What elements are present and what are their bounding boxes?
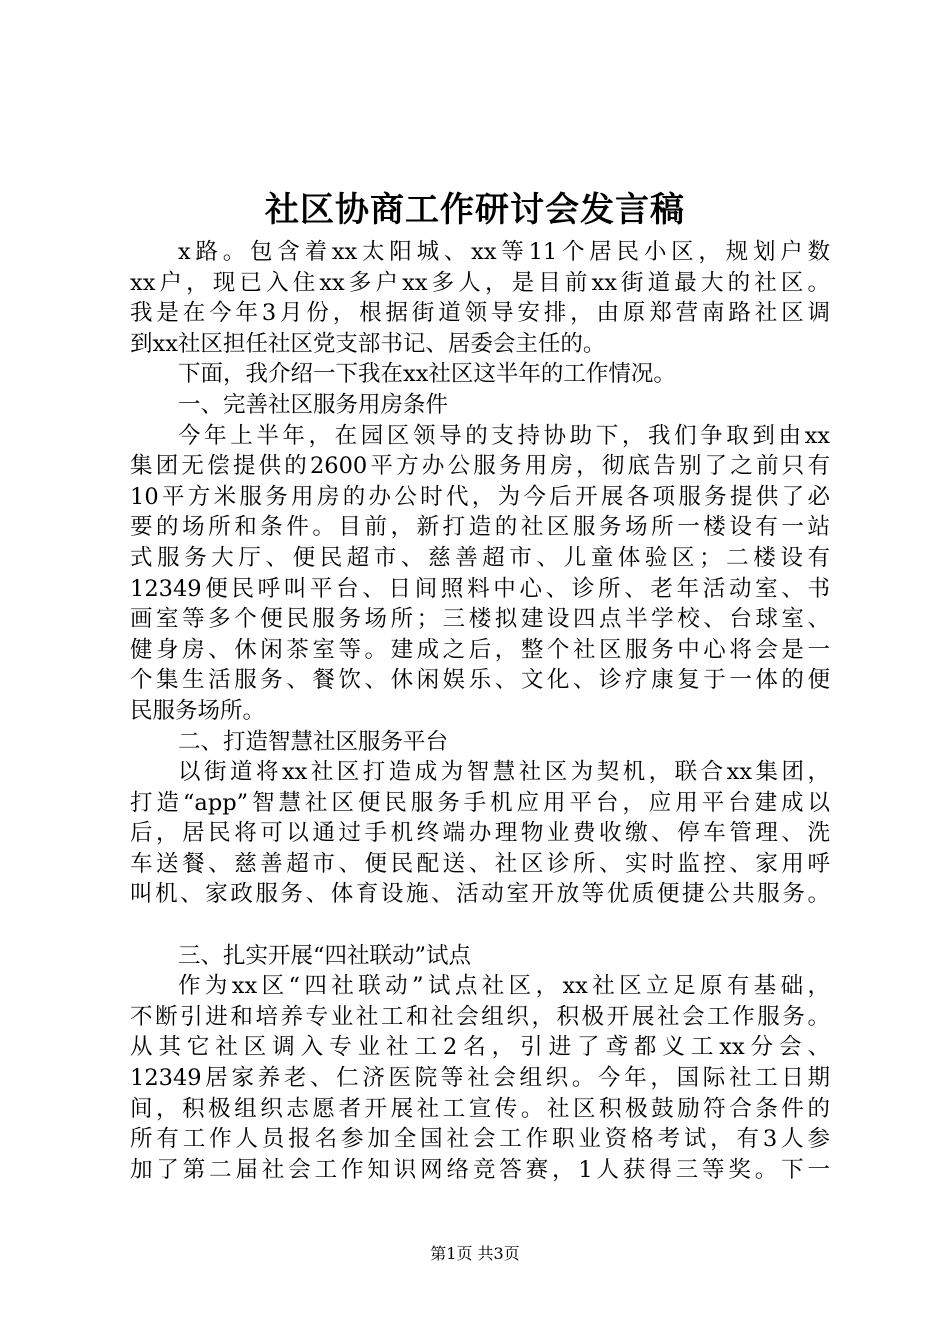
paragraph-line: 12349便民呼叫平台、日间照料中心、诊所、老年活动室、书 bbox=[130, 575, 830, 602]
paragraph-line: xx户，现已入住xx多户xx多人，是目前xx街道最大的社区。 bbox=[130, 269, 830, 296]
document-body bbox=[130, 237, 830, 1185]
paragraph-line: 我是在今年3月份，根据街道领导安排，由原郑营南路社区调 bbox=[130, 300, 830, 327]
paragraph-line: 12349居家养老、仁济医院等社会组织。今年，国际社工日期 bbox=[130, 1065, 830, 1092]
paragraph-line: 个集生活服务、餐饮、休闲娱乐、文化、诊疗康复于一体的便 bbox=[130, 667, 830, 694]
paragraph-line: 到xx社区担任社区党支部书记、居委会主任的。 bbox=[130, 330, 606, 357]
paragraph-line: 10平方米服务用房的办公时代，为今后开展各项服务提供了必 bbox=[130, 483, 830, 510]
paragraph-line: 今年上半年，在园区领导的支持协助下，我们争取到由xx bbox=[178, 422, 830, 449]
paragraph-line: 下面，我介绍一下我在xx社区这半年的工作情况。 bbox=[178, 361, 676, 388]
blank-line bbox=[130, 910, 830, 941]
paragraph-line: 从其它社区调入专业社工2名，引进了鸢都义工xx分会、 bbox=[130, 1034, 830, 1061]
document-title: 社区协商工作研讨会发言稿 bbox=[265, 190, 685, 230]
paragraph-line: 民服务场所。 bbox=[130, 697, 266, 724]
paragraph-line: 画室等多个便民服务场所；三楼拟建设四点半学校、台球室、 bbox=[130, 606, 830, 633]
paragraph-line: 要的场所和条件。目前，新打造的社区服务场所一楼设有一站 bbox=[130, 514, 830, 541]
paragraph-line: 车送餐、慈善超市、便民配送、社区诊所、实时监控、家用呼 bbox=[130, 850, 830, 877]
section-heading: 二、打造智慧社区服务平台 bbox=[178, 728, 449, 755]
paragraph-line: 以街道将xx社区打造成为智慧社区为契机，联合xx集团， bbox=[178, 759, 830, 786]
paragraph-line: 作为xx区“四社联动”试点社区，xx社区立足原有基础， bbox=[178, 973, 830, 1000]
section-heading: 一、完善社区服务用房条件 bbox=[178, 391, 449, 418]
paragraph-line: 健身房、休闲茶室等。建成之后，整个社区服务中心将会是一 bbox=[130, 636, 830, 663]
paragraph-line: 间，积极组织志愿者开展社工宣传。社区积极鼓励符合条件的 bbox=[130, 1095, 830, 1122]
paragraph-line: 加了第二届社会工作知识网络竞答赛，1人获得三等奖。下一 bbox=[130, 1156, 830, 1183]
paragraph-line: 不断引进和培养专业社工和社会组织，积极开展社会工作服务。 bbox=[130, 1003, 830, 1030]
paragraph-line: 打造“app”智慧社区便民服务手机应用平台，应用平台建成以 bbox=[130, 789, 830, 816]
paragraph-line: 所有工作人员报名参加全国社会工作职业资格考试，有3人参 bbox=[130, 1126, 830, 1153]
paragraph-line: 后，居民将可以通过手机终端办理物业费收缴、停车管理、洗 bbox=[130, 820, 830, 847]
paragraph-line: 集团无偿提供的2600平方办公服务用房，彻底告别了之前只有 bbox=[130, 453, 830, 480]
paragraph-line: x路。包含着xx太阳城、xx等11个居民小区，规划户数 bbox=[178, 239, 830, 265]
paragraph-line: 式服务大厅、便民超市、慈善超市、儿童体验区；二楼设有 bbox=[130, 544, 830, 571]
paragraph-line: 叫机、家政服务、体育设施、活动室开放等优质便捷公共服务。 bbox=[130, 881, 830, 908]
page-number-footer: 第1页 共3页 bbox=[430, 1244, 520, 1263]
section-heading: 三、扎实开展“四社联动”试点 bbox=[178, 942, 472, 969]
